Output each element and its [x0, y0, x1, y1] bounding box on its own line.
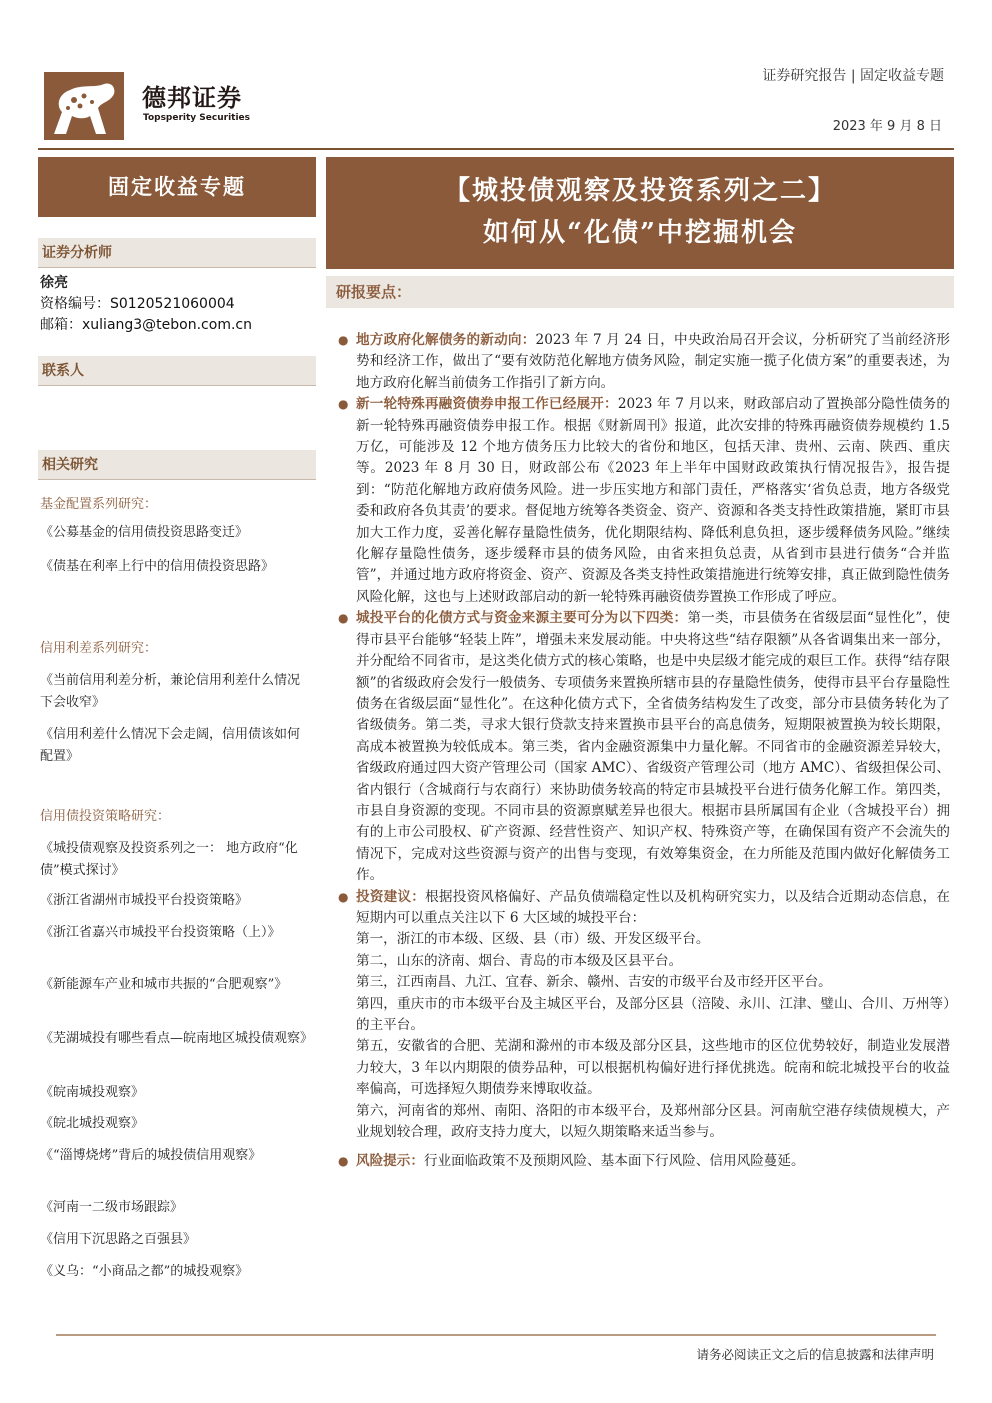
recommendation-item: 第一，浙江的市本级、区级、县（市）级、开发区级平台。 [356, 931, 710, 948]
analyst-name: 徐亮 [40, 275, 68, 291]
related-report-link[interactable]: 《芜湖城投有哪些看点—皖南地区城投债观察》 [40, 1031, 314, 1046]
analyst-cert [40, 295, 235, 313]
related-report-link[interactable]: 《公募基金的信用债投资思路变迁》 [40, 525, 249, 540]
summary-paragraph [340, 394, 950, 608]
related-report-link[interactable]: 《义乌：“小商品之都”的城投观察》 [40, 1264, 249, 1279]
related-report-link[interactable]: 《新能源车产业和城市共振的“合肥观察”》 [40, 977, 288, 992]
summary-paragraph [340, 330, 950, 394]
related-report-link[interactable]: 《皖南城投观察》 [40, 1085, 145, 1100]
report-title [326, 157, 954, 269]
paragraph-lead: 投资建议： [356, 888, 426, 905]
summary-paragraph [340, 608, 950, 886]
summary-header: 研报要点： [326, 276, 954, 308]
series-title: 信用利差系列研究： [40, 641, 158, 656]
email-label: 邮箱： [40, 317, 82, 333]
series-title: 基金配置系列研究： [40, 497, 158, 512]
recommendation-item: 第五，安徽省的合肥、芜湖和滁州的市本级及部分区县，这些地市的区位优势较好，制造业发展潜力较大，3 年以内期限的债券品种，可以根据机构偏好进行择优挑选。皖南和皖北城投平台的收益率偏高，可选择短久期债券来博取收益。 [356, 1038, 950, 1098]
bullet-icon: ● [338, 1154, 349, 1169]
related-report-link[interactable]: 《河南一二级市场跟踪》 [40, 1200, 184, 1215]
company-logo-icon [44, 72, 124, 140]
recommendation-item: 第六，河南省的郑州、南阳、洛阳的市本级平台，及郑州部分区县。河南航空港存续债规模大，产业规划较合理，政府支持力度大，以短久期策略来适当参与。 [356, 1102, 950, 1141]
bullet-icon: ● [338, 611, 349, 626]
report-category: 证券研究报告 | 固定收益专题 [762, 68, 944, 84]
bullet-icon: ● [338, 397, 349, 412]
related-report-link[interactable]: 《信用利差什么情况下会走阔，信用债该如何配置》 [40, 727, 301, 764]
analyst-section-header: 证券分析师 [38, 238, 316, 268]
related-report-link[interactable]: 《债基在利率上行中的信用债投资思路》 [40, 559, 275, 574]
related-section-header: 相关研究 [38, 450, 316, 480]
related-report-link[interactable]: 《信用下沉思路之百强县》 [40, 1232, 197, 1247]
header-divider [38, 148, 954, 150]
contact-section-header: 联系人 [38, 356, 316, 386]
bullet-icon: ● [338, 889, 349, 904]
paragraph-lead: 地方政府化解债务的新动向： [356, 332, 536, 348]
recommendation-item: 第三，江西南昌、九江、宜春、新余、赣州、吉安的市级平台及市经开区平台。 [356, 974, 832, 991]
related-report-link[interactable]: 《“淄博烧烤”背后的城投债信用观察》 [40, 1148, 262, 1163]
logo-name-en: Topsperity Securities [143, 113, 250, 123]
related-report-link[interactable]: 《皖北城投观察》 [40, 1116, 145, 1131]
footer-divider [56, 1334, 936, 1336]
report-title-line1: 【城投债观察及投资系列之二】 [443, 176, 836, 206]
paragraph-text: 2023 年 7 月以来，财政部启动了置换部分隐性债务的新一轮特殊再融资债券申报工作。根据《财新周刊》报道，此次安排的特殊再融资债券规模约 1.5 万亿，可能涉及 12 个地方债务压力比较大的省份和地区，包括天津、贵州、云南、陕西、重庆等。2023 年 8 月 30 日，财政部公布《2023 年上半年中国财政政策执行情况报告》，报告提到：“防范化解地方政府债务风险。进一步压实地方和部门责任，严格落实‘省负总责，地方各级党委和政府各负其责’的要求。督促地方统筹各类资金、资产、资源和各类支持性政策措施，紧盯市县加大工作力度，妥善化解存量隐性债务，优化期限结构、降低利息负担，逐步缓释债务风险。”继续化解存量隐性债务，逐步缓释市县的债务风险，由省来担负总责，从省到市县进行债务“合并监管”，并通过地方政府将资金、资产、资源及各类支持性政策措施进行统筹安排，真正做到隐性债务风险化解，这也与上述财政部启动的新一轮特殊再融资债券置换工作形成了呼应。 [356, 396, 951, 605]
cert-label: 资格编号： [40, 296, 110, 312]
related-report-link[interactable]: 《浙江省湖州市城投平台投资策略》 [40, 893, 249, 908]
logo-name-cn: 德邦证券 [142, 84, 242, 112]
paragraph-lead: 新一轮特殊再融资债券申报工作已经展开： [356, 396, 618, 413]
paragraph-text: 2023 年 7 月 24 日，中央政治局召开会议，分析研究了当前经济形势和经济工作，做出了“要有效防范化解地方债务风险，制定实施一揽子化债方案”的重要表述，为地方政府化解当前债务工作指引了新方向。 [356, 332, 951, 391]
footer-disclaimer[interactable]: 请务必阅读正文之后的信息披露和法律声明 [696, 1347, 934, 1362]
email-link[interactable]: xuliang3@tebon.com.cn [82, 317, 252, 333]
series-title: 信用债投资策略研究： [40, 809, 171, 824]
paragraph-lead: 风险提示： [356, 1153, 424, 1170]
cert-value: S0120521060004 [110, 296, 235, 312]
summary-paragraph [340, 1151, 950, 1172]
left-banner: 固定收益专题 [38, 157, 316, 217]
paragraph-text: 根据投资风格偏好、产品负债端稳定性以及机构研究实力，以及结合近期动态信息，在短期内可以重点关注以下 6 大区域的城投平台： [356, 888, 951, 926]
paragraph-text: 行业面临政策不及预期风险、基本面下行风险、信用风险蔓延。 [423, 1153, 805, 1170]
paragraph-text: 第一类，市县债务在省级层面“显性化”，使得市县平台能够“轻装上阵”，增强未来发展动能。中央将这些“结存限额”从各省调集出来一部分，并分配给不同省市，是这类化债方式的核心策略，也是中央层级才能完成的艰巨工作。获得“结存限额”的省级政府会发行一般债务、专项债务来置换所辖市县的存量隐性债务，使得市县平台存量隐性债务在省级层面“显性化”。在这种化债方式下，全省债务结构发生了改变，部分市县债务转化为了省级债务。第二类，寻求大银行贷款支持来置换市县平台的高息债务，短期限被置换为较长期限，高成本被置换为较低成本。第三类，省内金融资源集中力量化解。不同省市的金融资源差异较大，省级政府通过四大资产管理公司（国家 AMC）、省级资产管理公司（地方 AMC）、省级担保公司、省内银行（含城商行与农商行）来协助债务较高的特定市县城投平台进行债务化解工作。第四类，市县自身资源的变现。不同市县的资源禀赋差异也很大。根据市县所属国有企业（含城投平台）拥有的上市公司股权、矿产资源、经营性资产、知识产权、特殊资产等，在确保国有资产不会流失的情况下，完成对这些资源与资产的出售与变现，有效筹集资金，在力所能及范围内做好化解债务工作。 [356, 610, 950, 884]
recommendation-item: 第四，重庆市的市本级平台及主城区平台，及部分区县（涪陵、永川、江津、璧山、合川、万州等）的主平台。 [356, 995, 950, 1033]
report-title-line2: 如何从“化债”中挖掘机会 [483, 218, 797, 248]
recommendation-item: 第二，山东的济南、烟台、青岛的市本级及区县平台。 [356, 952, 683, 969]
report-date: 2023 年 9 月 8 日 [832, 119, 942, 134]
summary-paragraph [340, 887, 950, 930]
related-report-link[interactable]: 《城投债观察及投资系列之一： 地方政府“化债”模式探讨》 [40, 841, 298, 878]
summary-body [340, 330, 950, 1173]
related-report-link[interactable]: 《当前信用利差分析，兼论信用利差什么情况下会收窄》 [40, 673, 301, 710]
bullet-icon: ● [338, 333, 349, 347]
analyst-email [40, 316, 252, 334]
paragraph-lead: 城投平台的化债方式与资金来源主要可分为以下四类： [356, 610, 688, 627]
related-report-link[interactable]: 《浙江省嘉兴市城投平台投资策略（上）》 [40, 925, 281, 940]
